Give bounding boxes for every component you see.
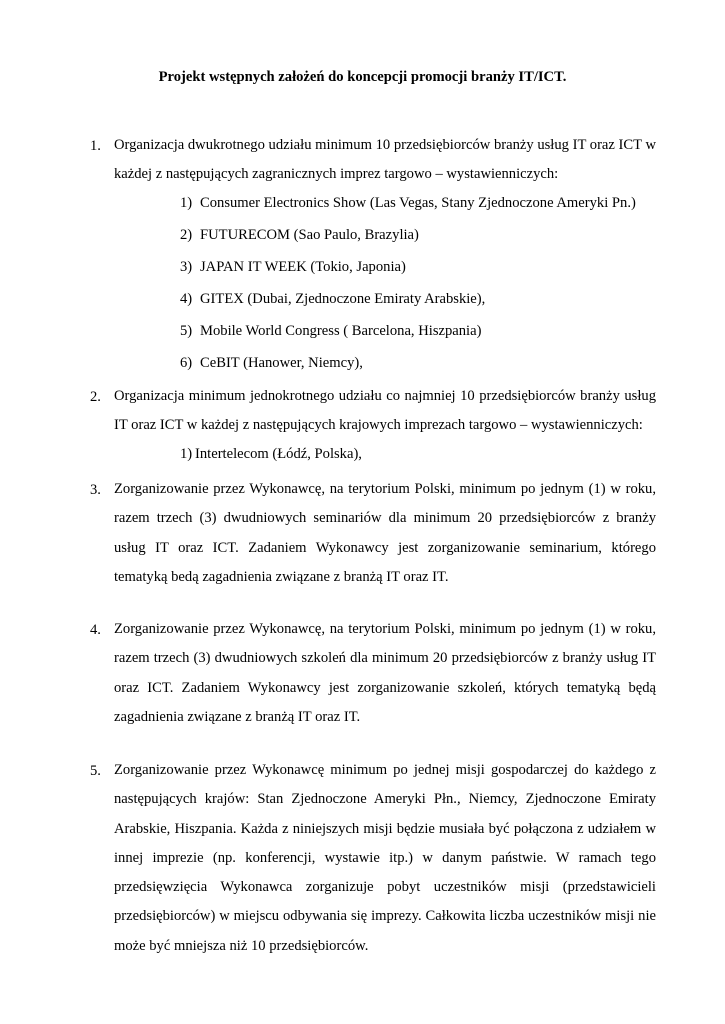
item-2-text: Organizacja minimum jednokrotnego udziału co najmniej 10 przedsiębiorców branży usług IT oraz ICT w każdej z następujących krajowych imprezach targowo – wystawienniczych: [114, 388, 656, 434]
item-4-number: 4. [90, 622, 101, 638]
item-3-text: Zorganizowanie przez Wykonawcę, na terytorium Polski, minimum po jednym (1) w roku, razem trzech (3) dwudniowych seminariów dla minimum 20 przedsiębiorców z branży usług IT oraz ICT. Zadaniem Wykonawcy jest zorganizowanie seminarium, którego tematyką bedą zagadnienia związane z branżą IT oraz IT. [114, 481, 656, 585]
subitem-text: GITEX (Dubai, Zjednoczone Emiraty Arabskie), [200, 291, 486, 307]
subitem-number: 1) [180, 195, 193, 211]
item-2-number: 2. [90, 389, 101, 405]
subitem-text: Intertelecom (Łódź, Polska), [195, 446, 362, 462]
document-title: Projekt wstępnych założeń do koncepcji promocji branży IT/ICT. [158, 69, 567, 85]
subitem-text: Consumer Electronics Show (Las Vegas, Stany Zjednoczone Ameryki Pn.) [200, 195, 636, 211]
item-4-text: Zorganizowanie przez Wykonawcę, na terytorium Polski, minimum po jednym (1) w roku, razem trzech (3) dwudniowych szkoleń dla minimum 20 przedsiębiorców z branży usług IT oraz ICT. Zadaniem Wykonawcy jest zorganizowanie szkoleń, których tematyką będą zagadnienia związane z branżą IT oraz IT. [114, 621, 656, 725]
subitem-text: Mobile World Congress ( Barcelona, Hiszpania) [200, 323, 482, 339]
item-3-number: 3. [90, 482, 101, 498]
subitem-number: 1) [180, 446, 193, 462]
subitem-number: 5) [180, 323, 193, 339]
subitem-number: 4) [180, 291, 193, 307]
item-1-number: 1. [90, 138, 101, 154]
subitem-text: JAPAN IT WEEK (Tokio, Japonia) [200, 259, 406, 275]
subitem-number: 3) [180, 259, 193, 275]
subitem-number: 6) [180, 355, 193, 371]
subitem-text: CeBIT (Hanower, Niemcy), [200, 355, 363, 371]
item-5-number: 5. [90, 763, 101, 779]
item-5-text: Zorganizowanie przez Wykonawcę minimum po jednej misji gospodarczej do każdego z następujących krajów: Stan Zjednoczone Ameryki Płn., Niemcy, Zjednoczone Emiraty Arabskie, Hiszpania. Każda z niniejszych misji będzie musiała być połączona z udziałem w innej imprezie (np. konferencji, wystawie itp.) w danym państwie. W ramach tego przedsięwzięcia Wykonawca zorganizuje pobyt uczestników misji (przedstawicieli przedsiębiorców) w miejscu odbywania się imprezy. Całkowita liczba uczestników misji nie może być mniejsza niż 10 przedsiębiorców. [114, 762, 656, 954]
item-1-text: Organizacja dwukrotnego udziału minimum 10 przedsiębiorców branży usług IT oraz ICT w każdej z następujących zagranicznych imprez targowo – wystawienniczych: [114, 137, 656, 183]
subitem-number: 2) [180, 227, 193, 243]
subitem-text: FUTURECOM (Sao Paulo, Brazylia) [200, 227, 419, 243]
